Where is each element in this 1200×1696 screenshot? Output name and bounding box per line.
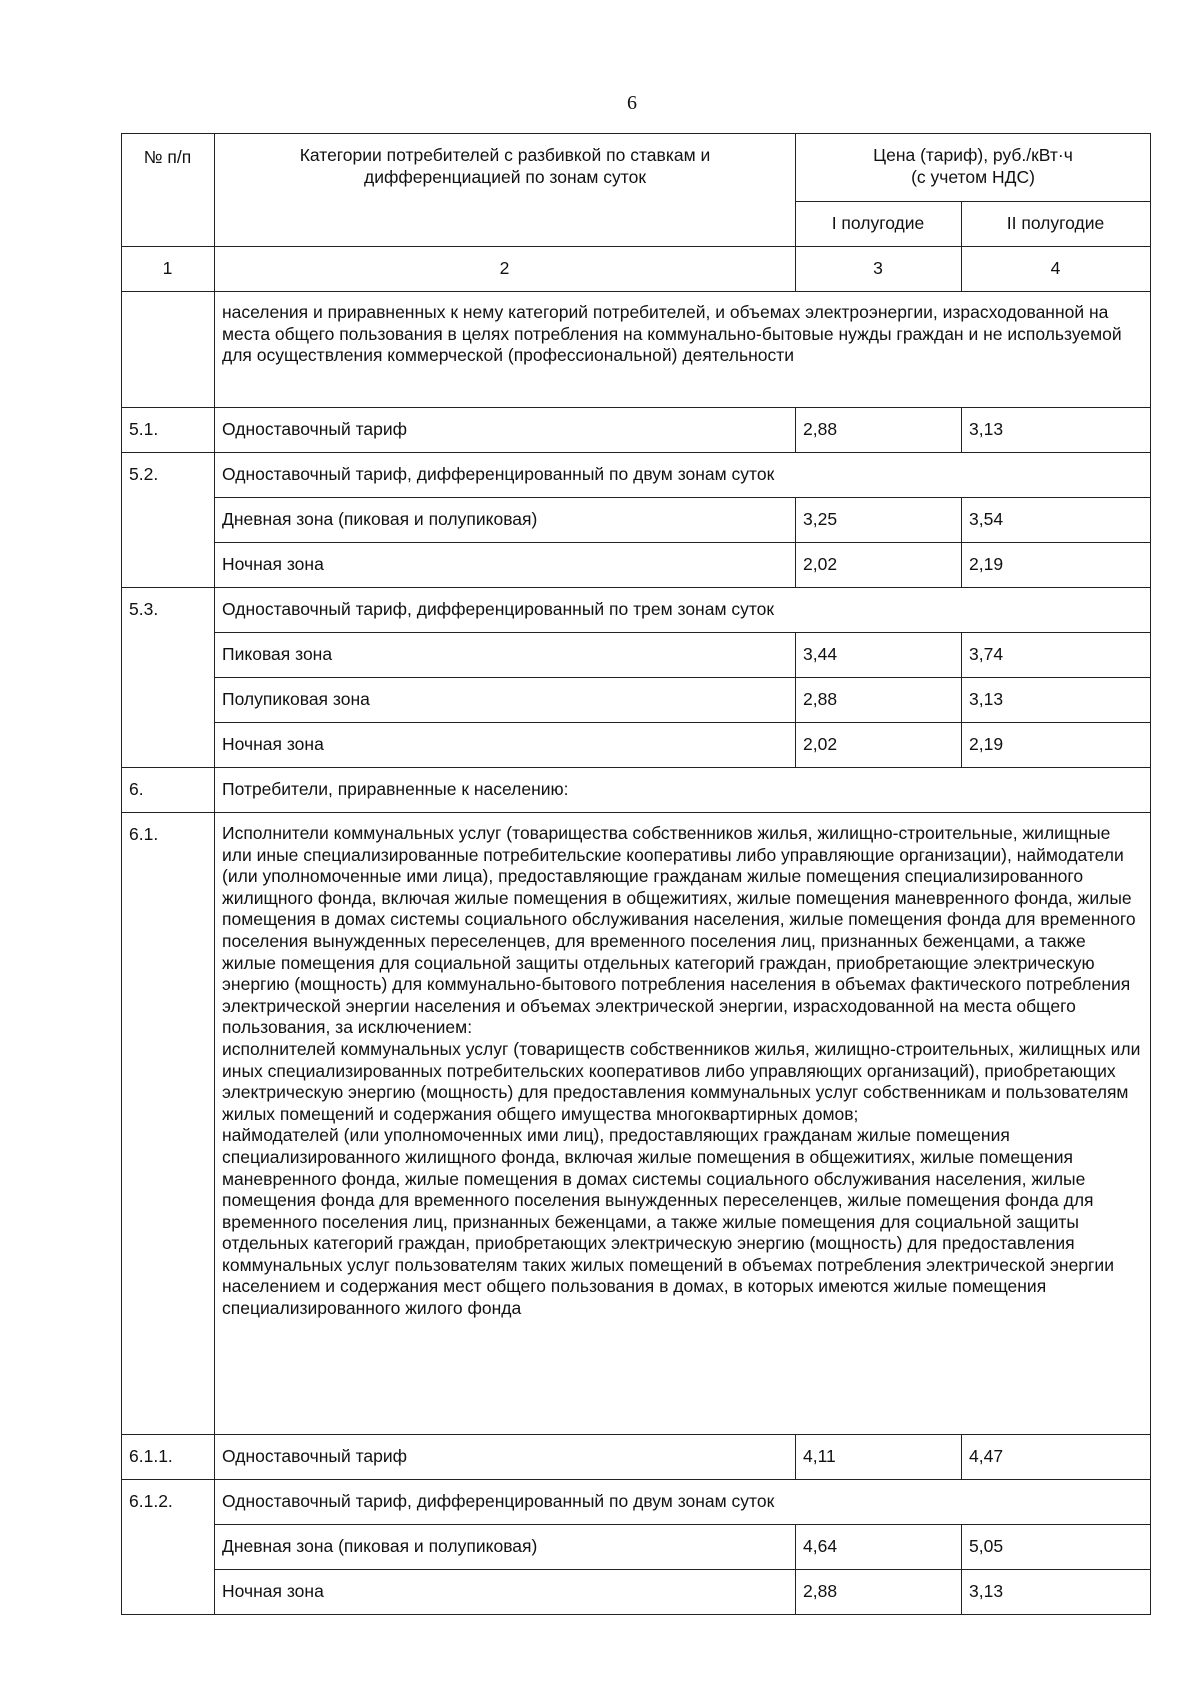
row-5-3-semi-label: Полупиковая зона <box>215 678 796 723</box>
header-price: Цена (тариф), руб./кВт·ч (с учетом НДС) <box>796 134 1151 202</box>
row-6-1-exception-1: исполнителей коммунальных услуг (товариществ собственников жилья, жилищно-строительных, жилищных или иных специализированных потребительских кооперативов либо управляющих организаций), приобретающих электрическую энергию (мощность) для предоставления коммунальных услуг собственникам и пользователям жилых помещений и содержания общего имущества многоквартирных домов; <box>222 1038 1141 1124</box>
row-5-3-night-label: Ночная зона <box>215 723 796 768</box>
row-5-2-day-h1: 3,25 <box>796 498 962 543</box>
row-6-1-1-h1: 4,11 <box>796 1435 962 1480</box>
header-half-2: II полугодие <box>962 202 1151 247</box>
column-number-3: 3 <box>796 247 962 292</box>
row-6-1-2-night-h1: 2,88 <box>796 1570 962 1615</box>
row-5-3-night-h2: 2,19 <box>962 723 1151 768</box>
row-6-1-2-day-label: Дневная зона (пиковая и полупиковая) <box>215 1525 796 1570</box>
column-number-1: 1 <box>122 247 215 292</box>
row-5-2-day-h2: 3,54 <box>962 498 1151 543</box>
page-number: 6 <box>627 92 637 114</box>
row-6-1-2-day-number-cell <box>122 1525 215 1570</box>
row-6-1-1-number: 6.1.1. <box>122 1435 215 1480</box>
intro-number-cell <box>122 292 215 408</box>
row-5-2-night-number-cell <box>122 543 215 588</box>
row-5-3-peak-h1: 3,44 <box>796 633 962 678</box>
row-5-3-peak-h2: 3,74 <box>962 633 1151 678</box>
row-6-1-2-label: Одноставочный тариф, дифференцированный по двум зонам суток <box>215 1480 1151 1525</box>
row-5-2-night-h1: 2,02 <box>796 543 962 588</box>
row-5-3-semi-h1: 2,88 <box>796 678 962 723</box>
row-6-1-1-label: Одноставочный тариф <box>215 1435 796 1480</box>
row-5-2-day-label: Дневная зона (пиковая и полупиковая) <box>215 498 796 543</box>
row-5-3-semi-number-cell <box>122 678 215 723</box>
header-category: Категории потребителей с разбивкой по ставкам и дифференциацией по зонам суток <box>215 134 796 247</box>
row-6-1-1-h2: 4,47 <box>962 1435 1151 1480</box>
row-5-2-day-number-cell <box>122 498 215 543</box>
row-5-2-night-label: Ночная зона <box>215 543 796 588</box>
row-6-1-2-day-h1: 4,64 <box>796 1525 962 1570</box>
row-5-2-label: Одноставочный тариф, дифференцированный по двум зонам суток <box>215 453 1151 498</box>
row-5-3-label: Одноставочный тариф, дифференцированный по трем зонам суток <box>215 588 1151 633</box>
row-6-1-2-night-number-cell <box>122 1570 215 1615</box>
row-5-2-night-h2: 2,19 <box>962 543 1151 588</box>
row-6-1-number: 6.1. <box>122 813 215 1435</box>
row-6-label: Потребители, приравненные к населению: <box>215 768 1151 813</box>
header-number: № п/п <box>122 134 215 247</box>
column-number-4: 4 <box>962 247 1151 292</box>
row-5-2-number: 5.2. <box>122 453 215 498</box>
row-5-1-h2: 3,13 <box>962 408 1151 453</box>
row-5-3-number: 5.3. <box>122 588 215 633</box>
row-6-1-text-cell <box>215 813 1151 1435</box>
intro-text: населения и приравненных к нему категорий потребителей, и объемах электроэнергии, израсходованной на места общего пользования в целях потребления на коммунально-бытовые нужды граждан и не используемой для осуществления коммерческой (профессиональной) деятельности <box>215 292 1151 408</box>
row-6-1-exception-2: наймодателей (или уполномоченных ими лиц), предоставляющих гражданам жилые помещения специализированного жилищного фонда, включая жилые помещения в общежитиях, жилые помещения маневренного фонда, жилые помещения в домах системы социального обслуживания населения, жилые помещения фонда для временного поселения вынужденных переселенцев, жилые помещения фонда для временного поселения лиц, признанных беженцами, а также жилые помещения для социальной защиты отдельных категорий граждан, приобретающих электрическую энергию (мощность) для предоставления коммунальных услуг пользователям таких жилых помещений в объемах потребления электрической энергии населением и содержания мест общего пользования в домах, в которых имеются жилые помещения специализированного жилого фонда <box>222 1125 1114 1319</box>
row-6-1-2-day-h2: 5,05 <box>962 1525 1151 1570</box>
row-5-1-h1: 2,88 <box>796 408 962 453</box>
row-5-1-label: Одноставочный тариф <box>215 408 796 453</box>
row-6-1-2-night-h2: 3,13 <box>962 1570 1151 1615</box>
row-5-3-peak-number-cell <box>122 633 215 678</box>
row-6-1-label: Исполнители коммунальных услуг (товарищества собственников жилья, жилищно-строительные, жилищные или иные специализированные потребительские кооперативы либо управляющие организации), наймодатели (или уполномоченные ими лица), предоставляющие гражданам жилые помещения специализированного жилищного фонда, включая жилые помещения в общежитиях, жилые помещения маневренного фонда, жилые помещения в домах системы социального обслуживания населения, жилые помещения фонда для временного поселения вынужденных переселенцев, для временного поселения лиц, признанных беженцами, а также жилые помещения для социальной защиты отдельных категорий граждан, приобретающие электрическую энергию (мощность) для коммунально-бытового потребления населения в объемах фактического потребления электрической энергии населения и объемах электрической энергии, израсходованной на места общего пользования, за исключением: <box>222 823 1136 1038</box>
row-6-1-2-night-label: Ночная зона <box>215 1570 796 1615</box>
row-5-3-night-h1: 2,02 <box>796 723 962 768</box>
row-6-1-2-number: 6.1.2. <box>122 1480 215 1525</box>
tariff-table <box>121 133 1151 1615</box>
row-6-number: 6. <box>122 768 215 813</box>
row-5-3-peak-label: Пиковая зона <box>215 633 796 678</box>
row-5-3-semi-h2: 3,13 <box>962 678 1151 723</box>
row-5-3-night-number-cell <box>122 723 215 768</box>
column-number-2: 2 <box>215 247 796 292</box>
row-5-1-number: 5.1. <box>122 408 215 453</box>
header-half-1: I полугодие <box>796 202 962 247</box>
